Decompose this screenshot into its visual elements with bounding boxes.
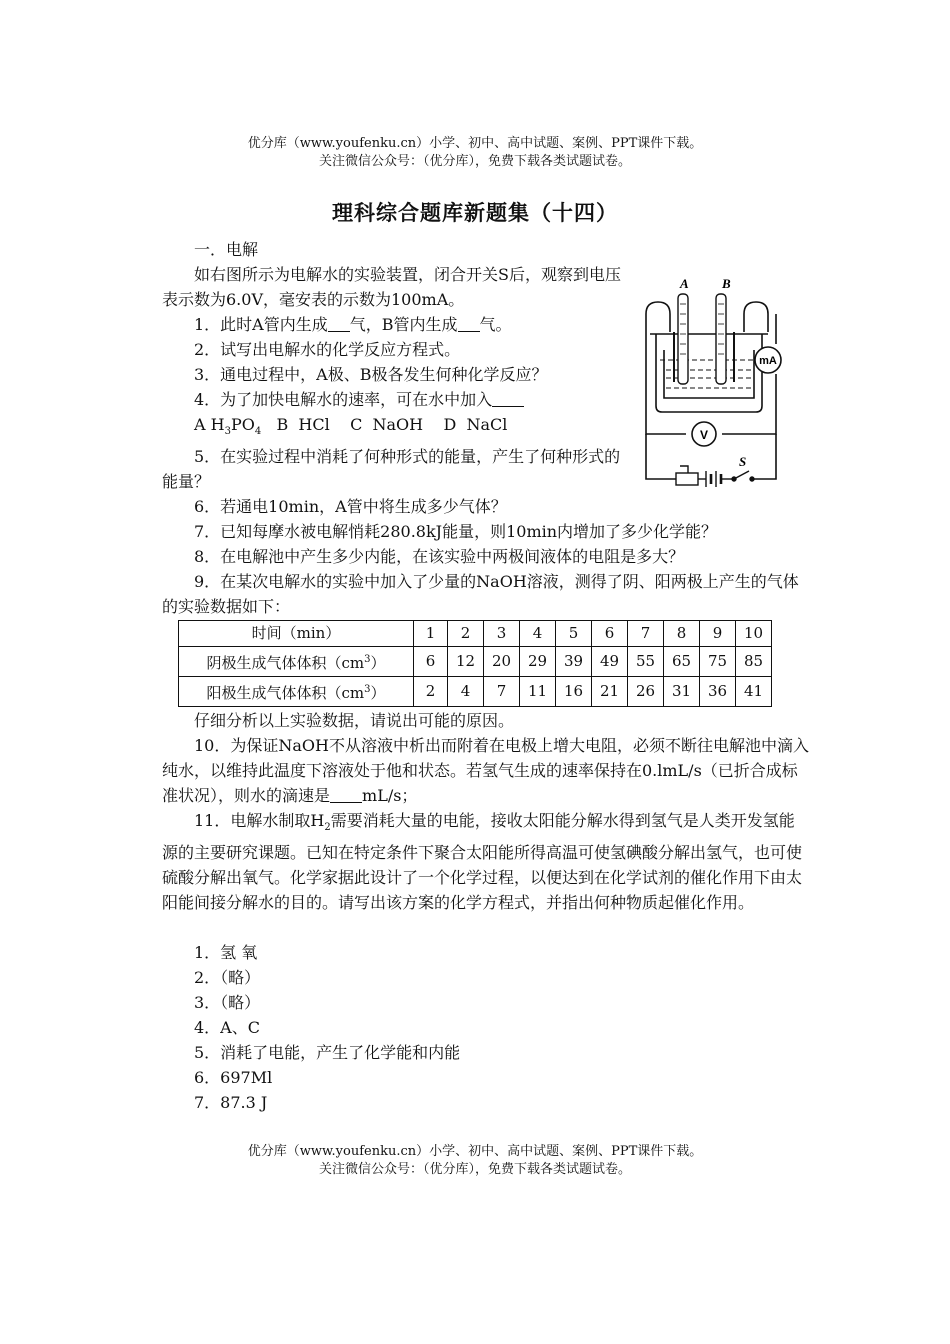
label-a: A xyxy=(680,276,689,291)
electrolysis-apparatus-diagram xyxy=(636,274,786,492)
table-row-label: 阳极生成气体体积$(cm^3)$ xyxy=(179,677,414,707)
question-6: 6．若通电10min，A管中将生成多少气体？ xyxy=(194,497,507,517)
table-cell: 29 xyxy=(520,647,556,677)
answer-7: 7．87.3 J xyxy=(194,1093,268,1113)
table-row-label: 时间（min） xyxy=(179,621,414,647)
table-cell: 20 xyxy=(484,647,520,677)
table-cell: 2 xyxy=(448,621,484,647)
question-1: 1．此时A管内生成 气，B管内生成 气。 xyxy=(194,315,512,334)
table-cell: 8 xyxy=(664,621,700,647)
battery-icon xyxy=(706,471,732,487)
table-cell: 9 xyxy=(700,621,736,647)
table-cell: 85 xyxy=(736,647,772,677)
label-ma: mA xyxy=(759,355,777,367)
answer-2: 2．（略） xyxy=(194,968,261,988)
table-cell: 36 xyxy=(700,677,736,707)
table-cell: 5 xyxy=(556,621,592,647)
footer-line-1: 优分库（www.youfenku.cn）小学、初中、高中试题、案例、PPT课件下载。 xyxy=(247,1144,703,1159)
switch-icon xyxy=(732,471,754,481)
answer-5: 5．消耗了电能，产生了化学能和内能 xyxy=(194,1043,461,1063)
table-cell: 10 xyxy=(736,621,772,647)
footer-line-2: 关注微信公众号：（优分库），免费下载各类试题试卷。 xyxy=(318,1162,631,1177)
table-cell: 16 xyxy=(556,677,592,707)
table-cell: 7 xyxy=(628,621,664,647)
question-5: 5．在实验过程中消耗了何种形式的能量，产生了何种形式的能量？ xyxy=(162,447,621,492)
page-title: 理科综合题库新题集（十四） xyxy=(332,200,618,225)
table-cell: 31 xyxy=(664,677,700,707)
answer-6: 6．697Ml xyxy=(194,1068,273,1088)
question-11: 11．电解水制取$H_2$需要消耗大量的电能，接收太阳能分解水得到氢气是人类开发氢能源的主要研究课题。已知在特定条件下聚合太阳能所得高温可使氢碘酸分解出氢气，也可使硫酸分解出氧气。化学家据此设计了一个化学过程，以便达到在化学试剂的催化作用下由太阳能间接分解水的目的。请写出该方案的化学方程式，并指出何种物质起催化作用。 xyxy=(162,811,803,913)
answer-4: 4．A、C xyxy=(194,1018,260,1038)
table-cell: 11 xyxy=(520,677,556,707)
table-row-label: 阴极生成气体体积$(cm^3)$ xyxy=(179,647,414,677)
page-footer xyxy=(0,1143,950,1179)
table-row-anode xyxy=(179,677,772,707)
table-cell: 3 xyxy=(484,621,520,647)
table-cell: 6 xyxy=(592,621,628,647)
table-cell: 65 xyxy=(664,647,700,677)
label-b: B xyxy=(722,276,731,291)
question-9-followup: 仔细分析以上实验数据，请说出可能的原因。 xyxy=(194,711,515,731)
table-cell: 1 xyxy=(414,621,448,647)
rheostat-icon xyxy=(676,466,706,485)
question-4-options: A $H_3PO_4$ B HCl C NaOH D NaCl xyxy=(194,415,508,438)
gas-volume-table xyxy=(178,620,772,707)
section-heading: 一．电解 xyxy=(194,240,259,259)
question-2: 2．试写出电解水的化学反应方程式。 xyxy=(194,340,461,359)
label-v: V xyxy=(699,428,709,442)
table-cell: 21 xyxy=(592,677,628,707)
question-3: 3．通电过程中，A极、B极各发生何种化学反应？ xyxy=(194,365,548,384)
table-cell: 49 xyxy=(592,647,628,677)
table-cell: 4 xyxy=(448,677,484,707)
question-10: 10．为保证NaOH不从溶液中析出而附着在电极上增大电阻，必须不断往电解池中滴入纯水，以维持此温度下溶液处于他和状态。若氢气生成的速率保持在0.lmL/s（已折合成标准状况），则水的滴速是 mL/s； xyxy=(162,736,809,806)
table-cell: 41 xyxy=(736,677,772,707)
question-8: 8．在电解池中产生多少内能，在该实验中两极间液体的电阻是多大？ xyxy=(194,547,685,567)
header-line-2: 关注微信公众号：（优分库），免费下载各类试题试卷。 xyxy=(318,154,631,169)
label-s: S xyxy=(739,454,747,469)
answer-1: 1．氢 氧 xyxy=(194,943,258,963)
page-header xyxy=(0,135,950,171)
table-cell: 2 xyxy=(414,677,448,707)
question-4: 4．为了加快电解水的速率，可在水中加入 xyxy=(162,387,810,412)
question-7: 7．已知每摩水被电解悄耗280.8kJ能量，则10min内增加了多少化学能？ xyxy=(194,522,718,542)
table-cell: 75 xyxy=(700,647,736,677)
table-cell: 6 xyxy=(414,647,448,677)
table-cell: 39 xyxy=(556,647,592,677)
table-cell: 12 xyxy=(448,647,484,677)
table-row-time xyxy=(179,621,772,647)
table-row-cathode xyxy=(179,647,772,677)
intro-paragraph: 如右图所示为电解水的实验装置，闭合开关S后，观察到电压表示数为6.0V，毫安表的示数为100mA。 xyxy=(162,265,621,309)
table-cell: 26 xyxy=(628,677,664,707)
question-9: 9．在某次电解水的实验中加入了少量的NaOH溶液，测得了阴、阳两极上产生的气体的实验数据如下： xyxy=(162,572,799,617)
table-cell: 4 xyxy=(520,621,556,647)
header-line-1: 优分库（www.youfenku.cn）小学、初中、高中试题、案例、PPT课件下载。 xyxy=(247,136,703,151)
answer-3: 3．（略） xyxy=(194,993,261,1013)
table-cell: 55 xyxy=(628,647,664,677)
table-cell: 7 xyxy=(484,677,520,707)
